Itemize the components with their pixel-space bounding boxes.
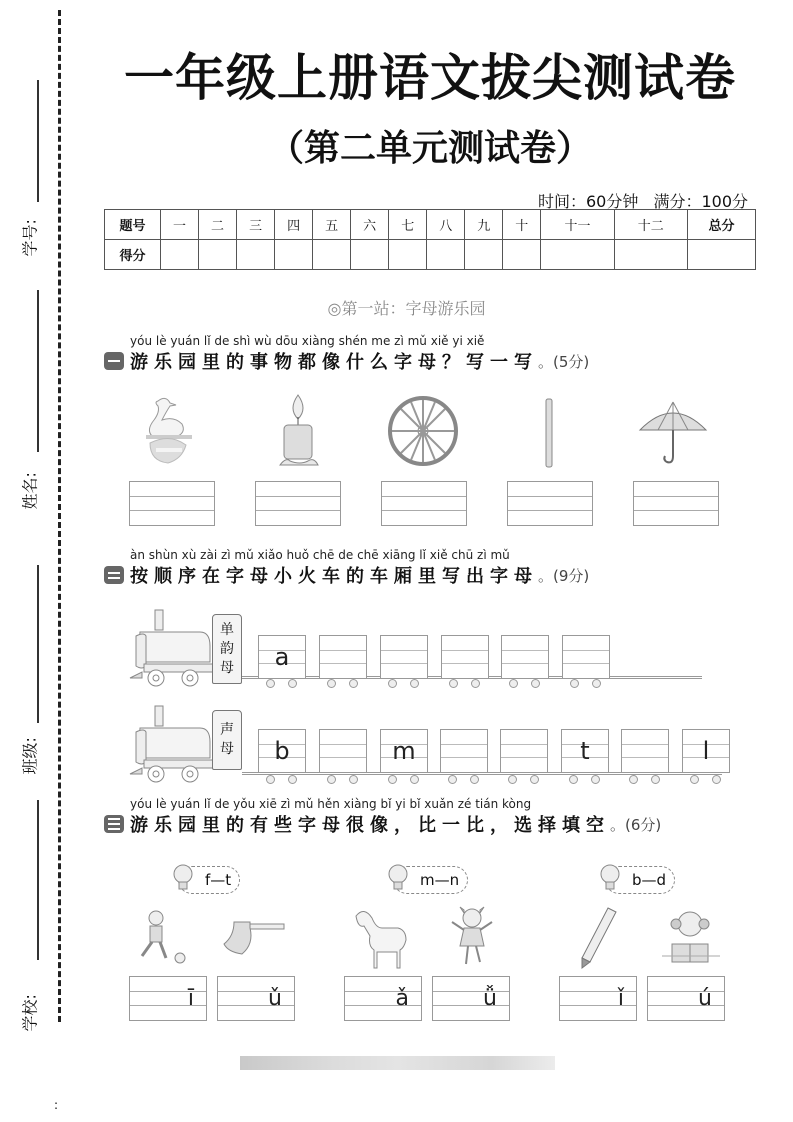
train-car[interactable] bbox=[501, 635, 549, 679]
answer-grid[interactable]: ǎ bbox=[344, 976, 422, 1021]
wheel-icon bbox=[448, 775, 457, 784]
cut-line bbox=[58, 10, 61, 1022]
train-car[interactable] bbox=[319, 635, 367, 679]
page-subtitle: （第二单元测试卷） bbox=[267, 127, 592, 168]
label-char: 单 bbox=[220, 621, 234, 638]
number-three-badge-icon bbox=[104, 815, 124, 833]
wheel-icon bbox=[508, 775, 517, 784]
pencil-icon bbox=[578, 906, 618, 970]
header-cell: 六 bbox=[351, 210, 389, 240]
train-car[interactable] bbox=[440, 729, 488, 773]
wheel-icon bbox=[388, 679, 397, 688]
answer-grid[interactable]: ú bbox=[647, 976, 725, 1021]
score-cell[interactable] bbox=[688, 240, 756, 270]
hint-bubble bbox=[393, 866, 468, 894]
score-cell[interactable] bbox=[427, 240, 465, 270]
class-blank[interactable] bbox=[37, 565, 39, 723]
name-field[interactable] bbox=[14, 290, 44, 520]
score-cell[interactable] bbox=[503, 240, 541, 270]
train-car[interactable]: t bbox=[561, 729, 609, 773]
school-blank[interactable] bbox=[37, 800, 39, 960]
score-cell[interactable] bbox=[161, 240, 199, 270]
label-char: 声 bbox=[220, 722, 234, 738]
score-cell[interactable] bbox=[313, 240, 351, 270]
header-cell: 四 bbox=[275, 210, 313, 240]
locomotive-icon bbox=[128, 608, 218, 688]
train-car[interactable] bbox=[380, 635, 428, 679]
answer-grid[interactable] bbox=[129, 481, 215, 526]
wheel-icon bbox=[349, 775, 358, 784]
question-2-pinyin: àn shùn xù zài zì mǔ xiǎo huǒ chē de chē xiāng lǐ xiě chū zì mǔ bbox=[130, 548, 510, 562]
page-title: 一年级上册语文拔尖测试卷 bbox=[124, 50, 736, 106]
consonant-engine-label bbox=[212, 710, 242, 770]
train-car[interactable] bbox=[562, 635, 610, 679]
wheel-icon bbox=[690, 775, 699, 784]
answer-grid[interactable]: ǚ bbox=[432, 976, 510, 1021]
blurred-watermark bbox=[240, 1056, 555, 1070]
wheel-icon bbox=[410, 679, 419, 688]
answer-grid[interactable] bbox=[255, 481, 341, 526]
score-table-score-row bbox=[105, 240, 756, 270]
train-car[interactable]: b bbox=[258, 729, 306, 773]
wheel-icon bbox=[410, 775, 419, 784]
question-3-header bbox=[104, 797, 724, 837]
wheel-icon bbox=[327, 775, 336, 784]
name-label: 姓名: bbox=[20, 472, 40, 510]
wheel-icon bbox=[570, 679, 579, 688]
hint-bubble bbox=[605, 866, 675, 894]
vowel-engine-label bbox=[212, 614, 242, 684]
wheel-icon bbox=[509, 679, 518, 688]
score-table bbox=[104, 209, 756, 270]
wheel-icon bbox=[449, 679, 458, 688]
hint-text: m—n bbox=[420, 871, 460, 889]
stick-icon bbox=[544, 398, 554, 468]
time-limit: 时间：60分钟 bbox=[537, 192, 639, 211]
student-id-label: 学号: bbox=[20, 219, 40, 257]
wheel-icon bbox=[470, 775, 479, 784]
question-1-points: 。(5分) bbox=[538, 352, 590, 371]
train-car[interactable] bbox=[621, 729, 669, 773]
label-char: 韵 bbox=[220, 640, 234, 657]
score-cell[interactable] bbox=[351, 240, 389, 270]
train-car[interactable] bbox=[441, 635, 489, 679]
wheel-icon bbox=[266, 775, 275, 784]
wheel-icon bbox=[591, 775, 600, 784]
question-3-points: 。(6分) bbox=[610, 815, 662, 834]
score-cell[interactable] bbox=[199, 240, 237, 270]
number-two-badge-icon bbox=[104, 566, 124, 584]
full-score: 满分：100分 bbox=[653, 192, 748, 211]
score-row-label: 得分 bbox=[105, 240, 161, 270]
header-cell: 三 bbox=[237, 210, 275, 240]
label-char: 母 bbox=[220, 659, 234, 676]
boy-kicking-ball-icon bbox=[136, 908, 198, 966]
question-2-points: 。(9分) bbox=[538, 566, 590, 585]
header-cell: 七 bbox=[389, 210, 427, 240]
umbrella-icon bbox=[638, 398, 708, 468]
wheel-icon bbox=[592, 679, 601, 688]
wheel-icon bbox=[288, 775, 297, 784]
answer-grid[interactable]: ī bbox=[129, 976, 207, 1021]
score-cell[interactable] bbox=[541, 240, 614, 270]
header-cell: 十二 bbox=[614, 210, 687, 240]
header-cell: 一 bbox=[161, 210, 199, 240]
answer-grid[interactable]: ǔ bbox=[217, 976, 295, 1021]
train-car[interactable]: l bbox=[682, 729, 730, 773]
label-char: 母 bbox=[220, 741, 234, 757]
wheel-icon bbox=[327, 679, 336, 688]
candle-icon bbox=[276, 393, 321, 469]
answer-grid[interactable] bbox=[633, 481, 719, 526]
question-3-text: 游乐园里的有些字母很像，比一比，选择填空 bbox=[130, 815, 610, 836]
answer-grid[interactable] bbox=[381, 481, 467, 526]
header-cell: 二 bbox=[199, 210, 237, 240]
wheel-icon bbox=[266, 679, 275, 688]
score-cell[interactable] bbox=[237, 240, 275, 270]
girl-reading-icon bbox=[660, 906, 722, 968]
score-cell[interactable] bbox=[465, 240, 503, 270]
header-cell: 十一 bbox=[541, 210, 614, 240]
class-field[interactable] bbox=[14, 565, 44, 785]
wheel-icon bbox=[349, 679, 358, 688]
wheel-icon bbox=[471, 679, 480, 688]
wheel-icon bbox=[530, 775, 539, 784]
question-1-header bbox=[104, 334, 664, 374]
score-cell[interactable] bbox=[389, 240, 427, 270]
hint-text: b—d bbox=[632, 871, 667, 889]
wheel-icon bbox=[712, 775, 721, 784]
hint-bubble bbox=[178, 866, 240, 894]
train-car[interactable]: m bbox=[380, 729, 428, 773]
train-car[interactable] bbox=[319, 729, 367, 773]
wheel-icon bbox=[629, 775, 638, 784]
wheel-icon bbox=[288, 679, 297, 688]
wheel-icon bbox=[651, 775, 660, 784]
lightbulb-icon bbox=[171, 863, 197, 893]
girl-dancing-icon bbox=[450, 906, 494, 968]
swan-icon bbox=[140, 393, 195, 468]
header-cell: 题号 bbox=[105, 210, 161, 240]
header-cell: 十 bbox=[503, 210, 541, 240]
horse-icon bbox=[350, 906, 412, 970]
section-title: ◎第一站：字母游乐园 bbox=[327, 299, 486, 318]
axe-icon bbox=[222, 918, 287, 958]
class-label: 班级: bbox=[20, 737, 40, 775]
locomotive-icon bbox=[128, 704, 218, 784]
stray-mark: : bbox=[54, 1098, 59, 1112]
score-cell[interactable] bbox=[275, 240, 313, 270]
wheel-icon bbox=[388, 396, 458, 466]
question-2-header bbox=[104, 548, 684, 588]
answer-grid[interactable]: ǐ bbox=[559, 976, 637, 1021]
answer-grid[interactable] bbox=[507, 481, 593, 526]
header-cell: 八 bbox=[427, 210, 465, 240]
train-car[interactable]: a bbox=[258, 635, 306, 679]
question-2-text: 按顺序在字母小火车的车厢里写出字母 bbox=[130, 566, 538, 587]
wheel-icon bbox=[569, 775, 578, 784]
header-cell: 九 bbox=[465, 210, 503, 240]
school-field[interactable] bbox=[14, 800, 44, 1040]
lightbulb-icon bbox=[386, 863, 412, 893]
student-id-blank[interactable] bbox=[37, 80, 39, 202]
question-1-pinyin: yóu lè yuán lǐ de shì wù dōu xiàng shén me zì mǔ xiě yi xiě bbox=[130, 334, 485, 348]
score-table-header-row bbox=[105, 210, 756, 240]
school-label: 学校: bbox=[20, 994, 40, 1032]
header-cell: 总分 bbox=[688, 210, 756, 240]
wheel-icon bbox=[388, 775, 397, 784]
question-3-pinyin: yóu lè yuán lǐ de yǒu xiē zì mǔ hěn xiàng bǐ yi bǐ xuǎn zé tián kòng bbox=[130, 797, 532, 811]
number-one-badge-icon bbox=[104, 352, 124, 370]
wheel-icon bbox=[531, 679, 540, 688]
lightbulb-icon bbox=[598, 863, 624, 893]
train-car[interactable] bbox=[500, 729, 548, 773]
header-cell: 五 bbox=[313, 210, 351, 240]
question-1-text: 游乐园里的事物都像什么字母？写一写 bbox=[130, 352, 538, 373]
student-id-field[interactable] bbox=[14, 80, 44, 280]
score-cell[interactable] bbox=[614, 240, 687, 270]
hint-text: f—t bbox=[205, 871, 232, 889]
